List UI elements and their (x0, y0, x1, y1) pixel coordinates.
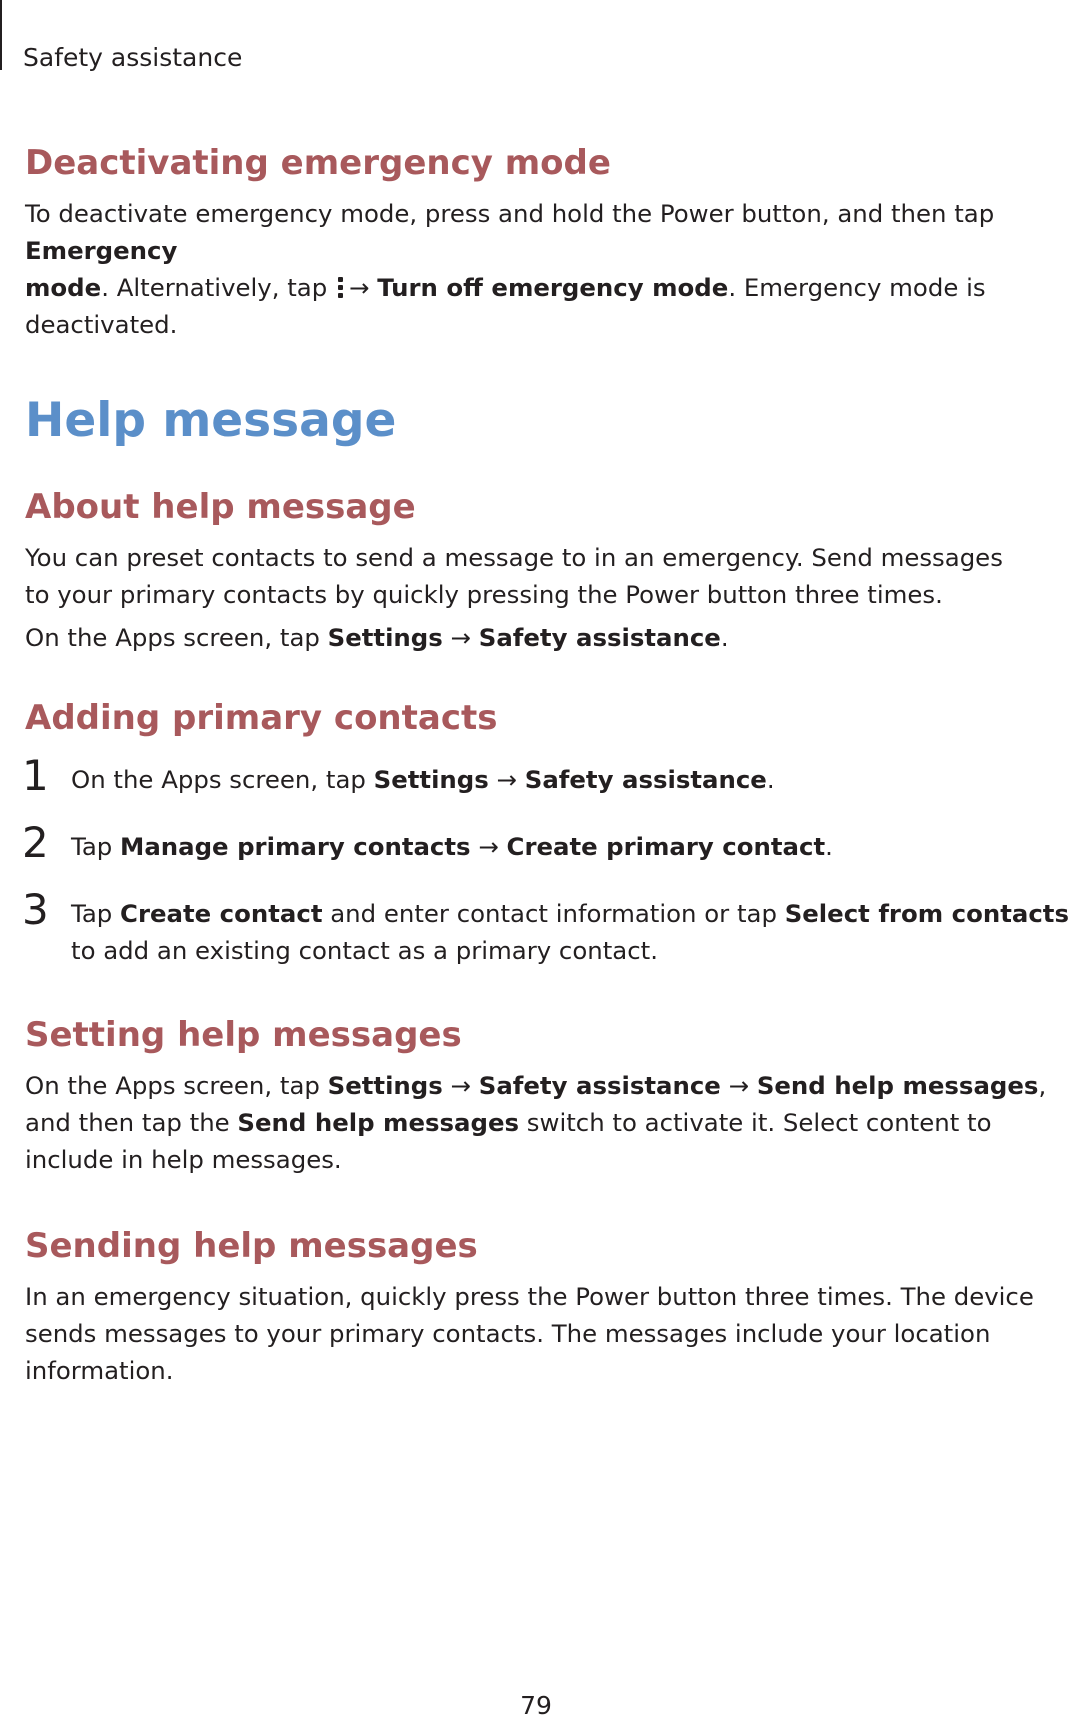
step-text: Tap Create contact and enter contact information or tap Select from contacts to add an existing contact as a primary contact. (71, 899, 1069, 965)
running-header: Safety assistance (23, 43, 243, 72)
step-1 (22, 751, 1065, 800)
page-number: 79 (520, 1691, 552, 1720)
step-number: 1 (22, 751, 49, 800)
more-options-icon (335, 277, 345, 299)
step-number: 2 (22, 818, 49, 867)
deactivate-heading: Deactivating emergency mode (25, 143, 611, 183)
setting-help-paragraph: On the Apps screen, tap Settings → Safety assistance → Send help messages, and then tap the Send help messages switch to activate it. Select content to include in help messages. (25, 1071, 1047, 1174)
deactivate-paragraph: To deactivate emergency mode, press and hold the Power button, and then tap Emergency mode. Alternatively, tap → Turn off emergency mode. Emergency mode is deactivated. (25, 199, 995, 339)
sending-help-paragraph: In an emergency situation, quickly press the Power button three times. The device sends messages to your primary contacts. The messages include your location information. (25, 1282, 1034, 1385)
about-help-heading: About help message (25, 487, 416, 527)
about-help-path: On the Apps screen, tap Settings → Safety assistance. (25, 623, 729, 652)
step-number: 3 (22, 885, 49, 934)
margin-rule (0, 0, 2, 70)
step-text: On the Apps screen, tap Settings → Safety assistance. (71, 765, 775, 794)
sending-help-heading: Sending help messages (25, 1226, 478, 1266)
page-content (22, 143, 1069, 1389)
about-help-paragraph: You can preset contacts to send a message to in an emergency. Send messages to your primary contacts by quickly pressing the Power button three times. (25, 543, 1003, 609)
help-message-heading: Help message (25, 393, 397, 448)
step-3 (22, 885, 1069, 969)
step-2 (22, 818, 1065, 867)
step-text: Tap Manage primary contacts → Create primary contact. (71, 832, 833, 861)
adding-contacts-heading: Adding primary contacts (25, 698, 498, 738)
setting-help-heading: Setting help messages (25, 1015, 462, 1055)
